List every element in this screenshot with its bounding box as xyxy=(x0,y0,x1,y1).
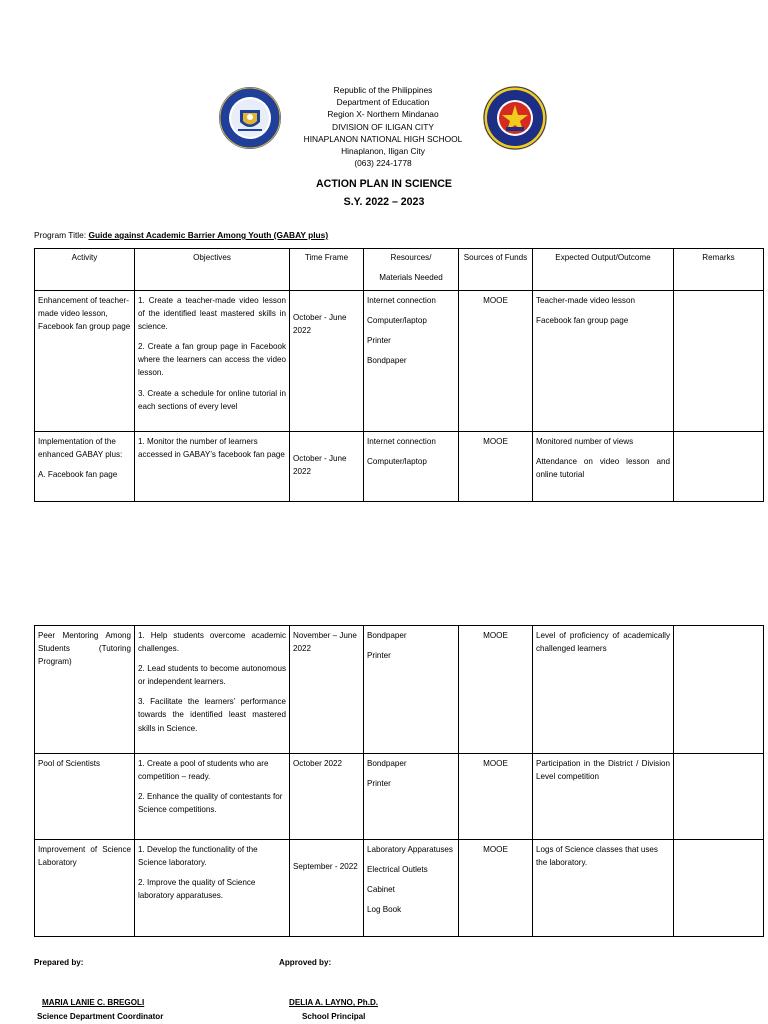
cell-sources: MOOE xyxy=(459,840,533,937)
cell-expected: Logs of Science classes that uses the laboratory. xyxy=(533,840,674,937)
program-title-value: Guide against Academic Barrier Among Youth (GABAY plus) xyxy=(88,230,329,240)
cell-objectives: 1. Create a pool of students who are competition – ready. 2. Enhance the quality of contestants for Science competitions. xyxy=(135,754,290,840)
table-row xyxy=(35,840,764,937)
header-line: (063) 224-1778 xyxy=(354,158,412,169)
cell-sources: MOOE xyxy=(459,626,533,754)
approved-by-title: School Principal xyxy=(302,1012,366,1021)
program-title xyxy=(34,230,328,240)
header-line: Hinaplanon, Iligan City xyxy=(341,146,425,157)
cell-activity: Peer Mentoring Among Students (Tutoring Program) xyxy=(35,626,135,754)
cell-sources: MOOE xyxy=(459,291,533,432)
cell-time-frame: October - June 2022 xyxy=(290,291,364,432)
col-sources: Sources of Funds xyxy=(459,249,533,291)
cell-remarks xyxy=(674,291,764,432)
col-resources-line: Resources/ xyxy=(390,253,432,262)
approved-by-name: DELIA A. LAYNO, Ph.D. xyxy=(289,998,379,1007)
header-line: HINAPLANON NATIONAL HIGH SCHOOL xyxy=(303,133,463,144)
col-expected: Expected Output/Outcome xyxy=(533,249,674,291)
header-line: Republic of the Philippines xyxy=(333,85,433,95)
table-header-row xyxy=(35,249,764,291)
cell-remarks xyxy=(674,840,764,937)
cell-time-frame: October 2022 xyxy=(290,754,364,840)
cell-objectives: 1. Create a teacher-made video lesson of the identified least mastered skills in science. 2. Create a fan group page in Facebook where the learners can access the video lesson. 3. Create a schedule for online tutorial in each sections of every level xyxy=(135,291,290,432)
cell-activity: Pool of Scientists xyxy=(35,754,135,840)
deped-seal-logo xyxy=(218,86,282,150)
header-line: Department of Education xyxy=(336,97,430,108)
cell-remarks xyxy=(674,432,764,502)
cell-resources: Bondpaper Printer xyxy=(364,626,459,754)
cell-activity: Enhancement of teacher-made video lesson, Facebook fan group page xyxy=(35,291,135,432)
col-resources-line: Materials Needed xyxy=(379,273,443,283)
cell-expected: Participation in the District / Division Level competition xyxy=(533,754,674,840)
action-plan-table-2 xyxy=(34,625,764,937)
header-line: DIVISION OF ILIGAN CITY xyxy=(332,121,434,132)
program-title-label: Program Title: xyxy=(34,230,89,240)
cell-sources: MOOE xyxy=(459,432,533,502)
col-resources xyxy=(364,249,459,291)
table-row xyxy=(35,432,764,502)
col-objectives: Objectives xyxy=(135,249,290,291)
col-activity: Activity xyxy=(35,249,135,291)
prepared-by-label: Prepared by: xyxy=(34,958,84,967)
cell-resources: Internet connection Computer/laptop Printer Bondpaper xyxy=(364,291,459,432)
cell-sources: MOOE xyxy=(459,754,533,840)
cell-time-frame: September - 2022 xyxy=(290,840,364,937)
page-title: ACTION PLAN IN SCIENCE xyxy=(316,178,452,190)
school-header xyxy=(280,84,486,169)
cell-expected: Monitored number of views Attendance on video lesson and online tutorial xyxy=(533,432,674,502)
cell-remarks xyxy=(674,754,764,840)
cell-resources: Bondpaper Printer xyxy=(364,754,459,840)
cell-expected: Teacher-made video lesson Facebook fan group page xyxy=(533,291,674,432)
cell-activity: Improvement of Science Laboratory xyxy=(35,840,135,937)
hnhs-seal-logo xyxy=(482,85,548,151)
cell-objectives: 1. Help students overcome academic challenges. 2. Lead students to become autonomous or independent learners. 3. Facilitate the learners’ performance towards the identified least mastered skills in Science. xyxy=(135,626,290,754)
cell-expected: Level of proficiency of academically challenged learners xyxy=(533,626,674,754)
col-remarks: Remarks xyxy=(674,249,764,291)
cell-objectives: 1. Develop the functionality of the Science laboratory. 2. Improve the quality of Science laboratory apparatuses. xyxy=(135,840,290,937)
cell-objectives: 1. Monitor the number of learners accessed in GABAY’s facebook fan page xyxy=(135,432,290,502)
cell-remarks xyxy=(674,626,764,754)
cell-time-frame: October - June 2022 xyxy=(290,432,364,502)
table-row xyxy=(35,291,764,432)
prepared-by-name: MARIA LANIE C. BREGOLI xyxy=(42,998,145,1007)
cell-time-frame: November – June 2022 xyxy=(290,626,364,754)
table-row xyxy=(35,626,764,754)
header-line: Region X- Northern Mindanao xyxy=(327,109,439,120)
cell-resources: Laboratory Apparatuses Electrical Outlets Cabinet Log Book xyxy=(364,840,459,937)
action-plan-table-1 xyxy=(34,248,764,502)
prepared-by-title: Science Department Coordinator xyxy=(37,1012,164,1021)
cell-activity: Implementation of the enhanced GABAY plus: A. Facebook fan page xyxy=(35,432,135,502)
table-row xyxy=(35,754,764,840)
cell-resources: Internet connection Computer/laptop xyxy=(364,432,459,502)
approved-by-label: Approved by: xyxy=(279,958,332,967)
school-year: S.Y. 2022 – 2023 xyxy=(343,196,425,208)
col-time-frame: Time Frame xyxy=(290,249,364,291)
